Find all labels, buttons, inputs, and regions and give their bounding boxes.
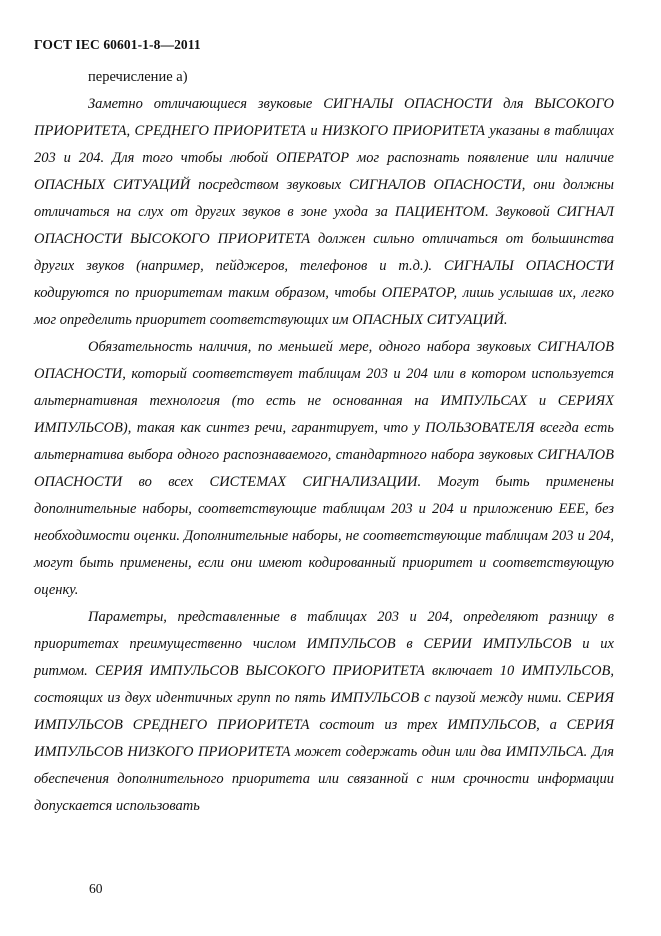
page-number: 60: [89, 881, 103, 896]
paragraph-enumeration-ref: перечисление а): [88, 69, 188, 85]
paragraph-alarm-signals: Заметно отличающиеся звуковые СИГНАЛЫ ОПАСНОСТИ для ВЫСОКОГО ПРИОРИТЕТА, СРЕДНЕГО ПРИОРИТЕТА и НИЗКОГО ПРИОРИТЕТА указаны в таблицах 203 и 204. Для того чтобы любой ОПЕРАТОР мог распознать появление или наличие ОПАСНЫХ СИТУАЦИЙ посредством звуковых СИГНАЛОВ ОПАСНОСТИ, они должны отличаться на слух от других звуков в зоне ухода за ПАЦИЕНТОМ. Звуковой СИГНАЛ ОПАСНОСТИ ВЫСОКОГО ПРИОРИТЕТА должен сильно отличаться от большинства других звуков (например, пейджеров, телефонов и т.д.). СИГНАЛЫ ОПАСНОСТИ кодируются по приоритетам таким образом, чтобы ОПЕРАТОР, лишь услышав их, легко мог определить приоритет соответствующих им ОПАСНЫХ СИТУАЦИЙ.: [34, 96, 614, 328]
document-header: ГОСТ IEC 60601-1-8—2011: [34, 37, 201, 52]
document-body: [34, 64, 614, 820]
paragraph-mandatory-set: Обязательность наличия, по меньшей мере, одного набора звуковых СИГНАЛОВ ОПАСНОСТИ, который соответствует таблицам 203 и 204 или в котором используется альтернативная технология (то есть не основанная на ИМПУЛЬСАХ и СЕРИЯХ ИМПУЛЬСОВ), такая как синтез речи, гарантирует, что у ПОЛЬЗОВАТЕЛЯ всегда есть альтернатива выбора одного распознаваемого, стандартного набора звуковых СИГНАЛОВ ОПАСНОСТИ во всех СИСТЕМАХ СИГНАЛИЗАЦИИ. Могут быть применены дополнительные наборы, соответствующие таблицам 203 и 204 и приложению ЕЕЕ, без необходимости оценки. Дополнительные наборы, не соответствующие таблицам 203 и 204, могут быть применены, если они имеют кодированный приоритет и соответствующую оценку.: [34, 339, 614, 598]
paragraph-parameters: Параметры, представленные в таблицах 203 и 204, определяют разницу в приоритетах преимущественно числом ИМПУЛЬСОВ в СЕРИИ ИМПУЛЬСОВ и их ритмом. СЕРИЯ ИМПУЛЬСОВ ВЫСОКОГО ПРИОРИТЕТА включает 10 ИМПУЛЬСОВ, состоящих из двух идентичных групп по пять ИМПУЛЬСОВ с паузой между ними. СЕРИЯ ИМПУЛЬСОВ СРЕДНЕГО ПРИОРИТЕТА состоит из трех ИМПУЛЬСОВ, а СЕРИЯ ИМПУЛЬСОВ НИЗКОГО ПРИОРИТЕТА может содержать один или два ИМПУЛЬСА. Для обеспечения дополнительного приоритета или связанной с ним срочности информации допускается использовать: [34, 609, 614, 814]
